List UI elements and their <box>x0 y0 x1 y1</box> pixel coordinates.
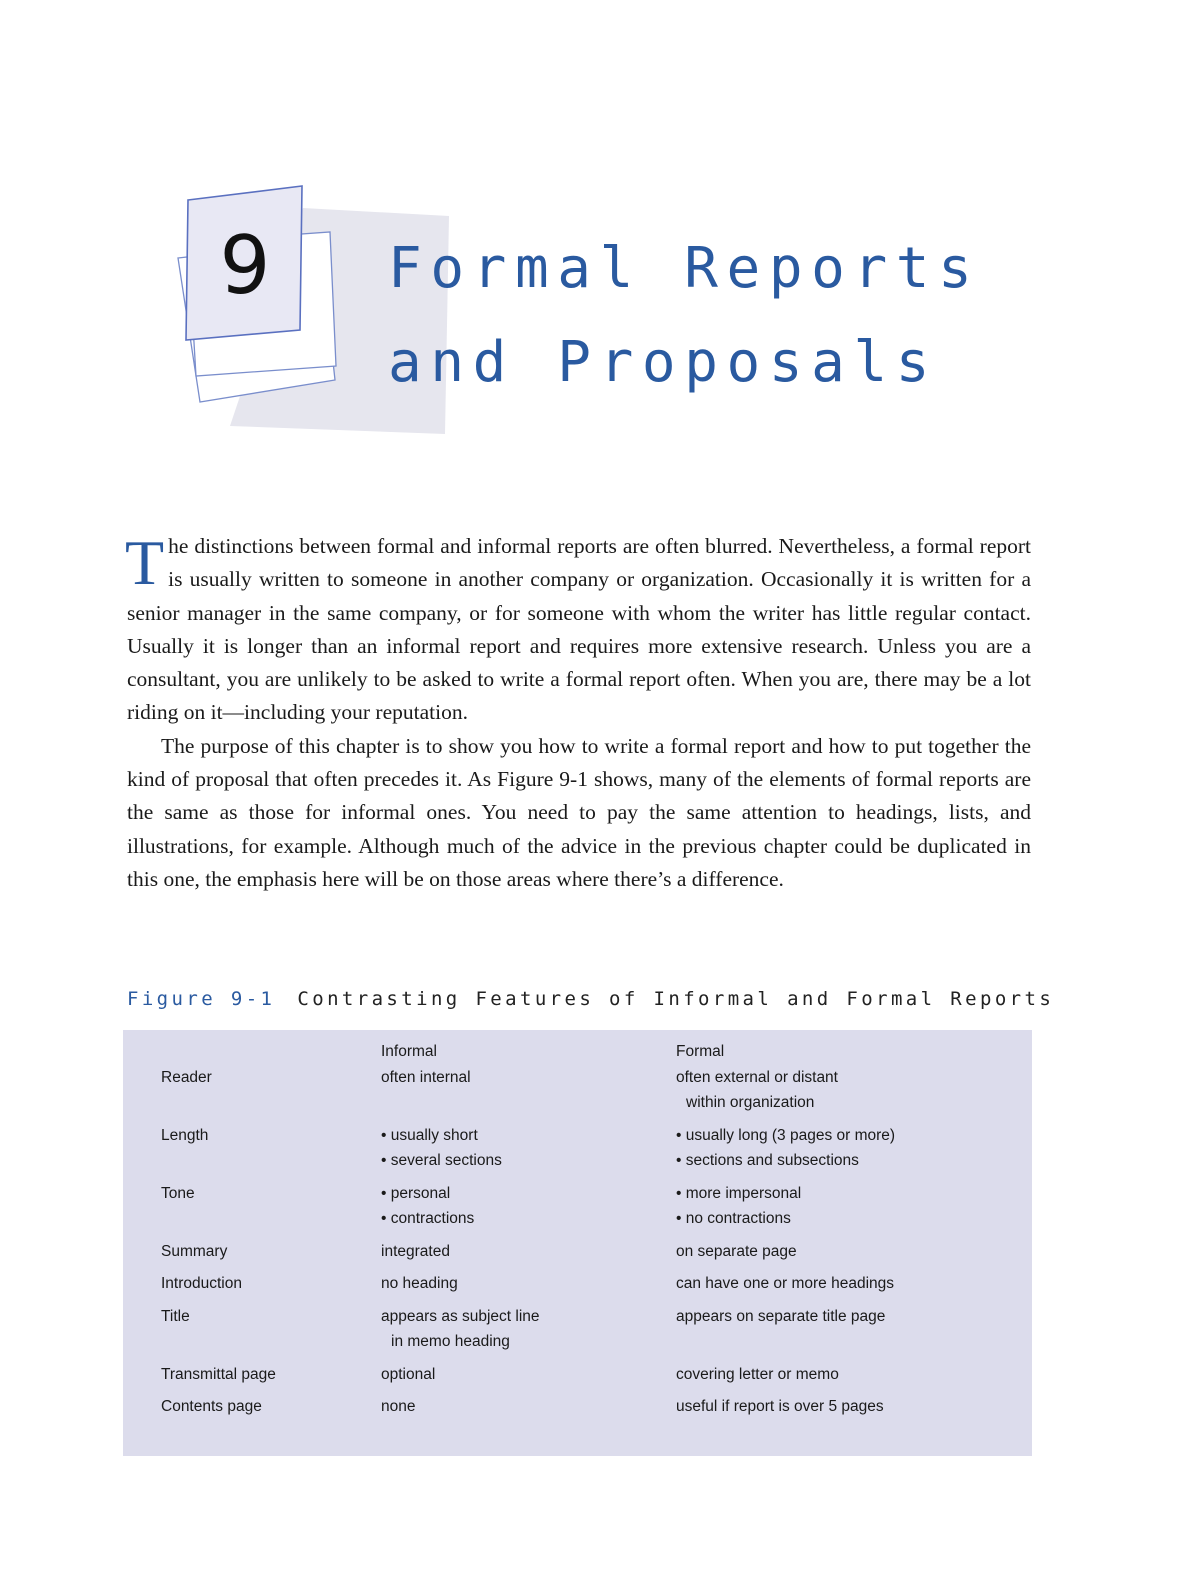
header-cell-informal: Informal <box>381 1043 437 1060</box>
chapter-title-line-2: and Proposals <box>388 330 939 395</box>
intro-paragraph-1 <box>125 527 1031 730</box>
cell-line: in memo heading <box>391 1333 510 1350</box>
informal-cell <box>381 1065 676 1123</box>
bullet-item: • personal <box>381 1184 451 1202</box>
formal-cell: can have one or more headings <box>676 1275 895 1292</box>
informal-cell: none <box>381 1398 416 1415</box>
cell-line: appears as subject line <box>381 1307 540 1325</box>
bullet-item: • usually short <box>381 1126 478 1144</box>
feature-cell: Reader <box>161 1068 212 1086</box>
formal-cell <box>676 1123 1006 1181</box>
table-row <box>161 1239 1006 1272</box>
table-row <box>161 1271 1006 1304</box>
drop-cap: T <box>125 527 165 598</box>
table-row <box>161 1394 1006 1420</box>
formal-cell: covering letter or memo <box>676 1365 839 1383</box>
table-header-row <box>161 1039 1006 1065</box>
informal-cell: no heading <box>381 1275 458 1292</box>
chapter-title-line-1: Formal Reports <box>388 236 981 301</box>
chapter-title <box>388 222 980 410</box>
figure-caption-text: Contrasting Features of Informal and Formal Reports <box>297 988 1055 1010</box>
bullet-item: • more impersonal <box>676 1184 802 1202</box>
informal-cell: optional <box>381 1365 436 1383</box>
cell-line: often internal <box>381 1068 471 1086</box>
table-row <box>161 1181 1006 1239</box>
header-cell-feature <box>161 1039 381 1065</box>
table-row <box>161 1362 1006 1395</box>
bullet-item: • several sections <box>381 1152 502 1169</box>
intro-paragraph-2: The purpose of this chapter is to show you how to write a formal report and how to put together the kind of proposal that often precedes it. As Figure 9-1 shows, many of the elements of formal reports are the same as those for informal ones. You need to pay the same attention to headings, lists, and illustrations, for example. Although much of the advice in the previous chapter could be duplicated in this one, the emphasis here will be on those areas where there’s a difference. <box>127 733 1031 891</box>
informal-cell <box>381 1123 676 1181</box>
figure-caption <box>127 988 1054 1010</box>
figure-number: Figure 9-1 <box>127 988 276 1010</box>
formal-cell: appears on separate title page <box>676 1307 886 1325</box>
feature-cell: Introduction <box>161 1275 242 1292</box>
comparison-table <box>161 1039 1006 1420</box>
feature-cell: Summary <box>161 1242 228 1260</box>
chapter-intro <box>125 527 1031 896</box>
formal-cell <box>676 1065 1006 1123</box>
feature-cell: Contents page <box>161 1398 262 1415</box>
formal-cell: on separate page <box>676 1242 797 1260</box>
formal-cell <box>676 1181 1006 1239</box>
bullet-item: • usually long (3 pages or more) <box>676 1126 896 1144</box>
table-row <box>161 1123 1006 1181</box>
formal-cell: useful if report is over 5 pages <box>676 1398 884 1415</box>
comparison-figure <box>123 1030 1032 1456</box>
table-row <box>161 1304 1006 1362</box>
intro-paragraph-1-text: he distinctions between formal and informal reports are often blurred. Nevertheless, a formal report is usually written to someone in another company or organization. Occasionally it is written for a senior manager in the same company, or for someone with whom the writer has little regular contact. Usually it is longer than an informal report and requires more extensive research. Unless you are a consultant, you are unlikely to be asked to write a formal report often. When you are, there may be a lot riding on it—including your reputation. <box>127 534 1031 725</box>
table-row <box>161 1065 1006 1123</box>
bullet-item: • no contractions <box>676 1210 791 1227</box>
chapter-number: 9 <box>219 219 271 312</box>
feature-cell: Title <box>161 1307 190 1325</box>
bullet-item: • sections and subsections <box>676 1152 859 1169</box>
cell-line: within organization <box>686 1094 815 1111</box>
feature-cell: Length <box>161 1126 209 1144</box>
informal-cell <box>381 1304 676 1362</box>
feature-cell: Tone <box>161 1184 195 1202</box>
header-cell-formal: Formal <box>676 1043 725 1060</box>
informal-cell <box>381 1181 676 1239</box>
bullet-item: • contractions <box>381 1210 475 1227</box>
feature-cell: Transmittal page <box>161 1365 276 1383</box>
informal-cell: integrated <box>381 1242 450 1260</box>
cell-line: often external or distant <box>676 1068 838 1086</box>
